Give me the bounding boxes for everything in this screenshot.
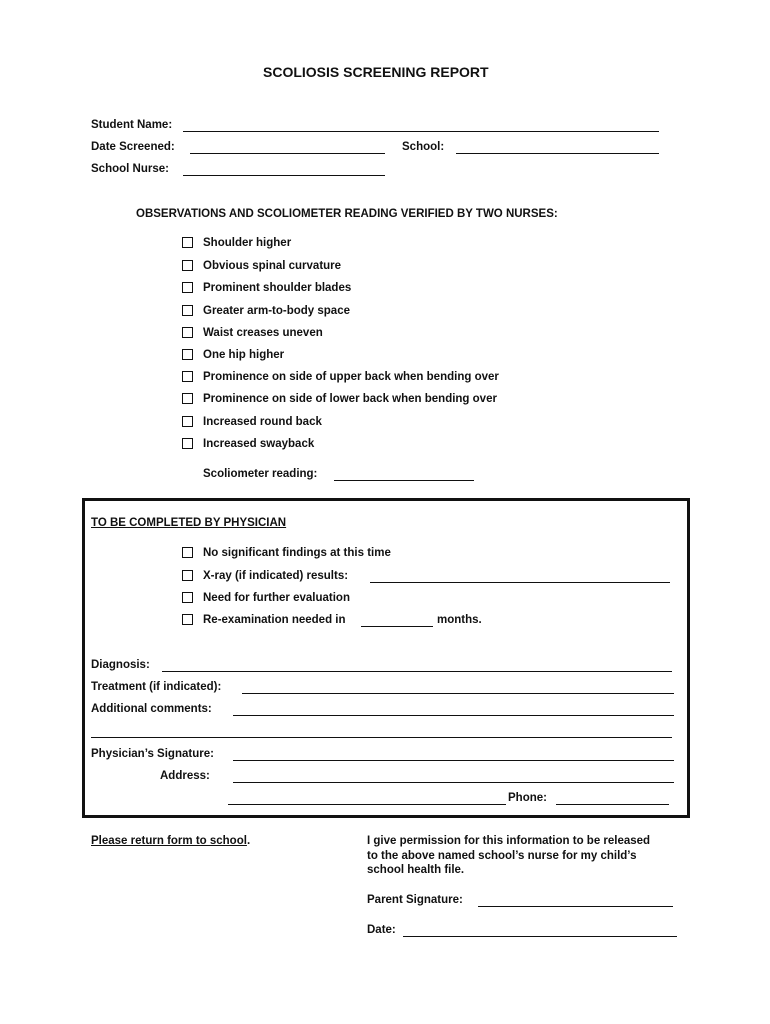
checkbox-no-findings[interactable] [182,547,193,558]
diagnosis-label: Diagnosis: [91,659,150,671]
scoliometer-field[interactable] [334,480,474,481]
checkbox-swayback[interactable] [182,438,193,449]
physician-option-label: X-ray (if indicated) results: [203,570,349,582]
observation-label: Prominence on side of lower back when bending over [203,393,497,405]
observation-label: Prominence on side of upper back when bending over [203,371,499,383]
return-note-period: . [246,835,251,847]
address-label: Address: [160,770,210,782]
return-note-text: Please return form to school [91,835,247,847]
treatment-label: Treatment (if indicated): [91,681,222,693]
return-note [91,835,250,847]
comments-label: Additional comments: [91,703,212,715]
school-nurse-label: School Nurse: [91,163,169,175]
checkbox-further-evaluation[interactable] [182,592,193,603]
date-screened-field[interactable] [190,153,385,154]
student-name-field[interactable] [183,131,659,132]
permission-line: school health file. [367,864,465,876]
scoliometer-label: Scoliometer reading: [203,468,318,480]
address-field[interactable] [233,782,674,783]
physician-signature-label: Physician’s Signature: [91,748,214,760]
checkbox-arm-body-space[interactable] [182,305,193,316]
checkbox-waist-creases[interactable] [182,327,193,338]
phone-field[interactable] [556,804,669,805]
phone-label: Phone: [508,792,547,804]
physician-option-label: No significant findings at this time [203,547,391,559]
comments-field[interactable] [233,715,674,716]
comments-field-line-2[interactable] [91,737,672,738]
permission-line: I give permission for this information to be released [367,835,651,847]
xray-results-field[interactable] [370,582,670,583]
reexamination-months-field[interactable] [361,626,433,627]
checkbox-shoulder-higher[interactable] [182,237,193,248]
permission-line: to the above named school’s nurse for my child’s [367,850,637,862]
parent-date-label: Date: [367,924,396,936]
observations-heading: OBSERVATIONS AND SCOLIOMETER READING VERIFIED BY TWO NURSES: [136,208,558,220]
parent-signature-label: Parent Signature: [367,894,463,906]
observation-label: Shoulder higher [203,237,292,249]
parent-signature-field[interactable] [478,906,673,907]
diagnosis-field[interactable] [162,671,672,672]
parent-date-field[interactable] [403,936,677,937]
checkbox-hip-higher[interactable] [182,349,193,360]
physician-heading: TO BE COMPLETED BY PHYSICIAN [91,517,287,529]
student-name-label: Student Name: [91,119,173,131]
checkbox-reexamination[interactable] [182,614,193,625]
school-field[interactable] [456,153,659,154]
observation-label: One hip higher [203,349,285,361]
address-field-line-2[interactable] [228,804,506,805]
observation-label: Increased round back [203,416,322,428]
checkbox-spinal-curvature[interactable] [182,260,193,271]
checkbox-upper-back[interactable] [182,371,193,382]
observation-label: Waist creases uneven [203,327,323,339]
form-title: SCOLIOSIS SCREENING REPORT [263,64,489,80]
school-label: School: [402,141,445,153]
checkbox-lower-back[interactable] [182,393,193,404]
months-label: months. [437,614,482,626]
observation-label: Prominent shoulder blades [203,282,352,294]
date-screened-label: Date Screened: [91,141,175,153]
observation-label: Greater arm-to-body space [203,305,350,317]
checkbox-shoulder-blades[interactable] [182,282,193,293]
physician-option-label: Re-examination needed in [203,614,346,626]
treatment-field[interactable] [242,693,674,694]
observation-label: Increased swayback [203,438,315,450]
checkbox-round-back[interactable] [182,416,193,427]
checkbox-xray[interactable] [182,570,193,581]
physician-option-label: Need for further evaluation [203,592,350,604]
observation-label: Obvious spinal curvature [203,260,342,272]
school-nurse-field[interactable] [183,175,385,176]
physician-signature-field[interactable] [233,760,674,761]
